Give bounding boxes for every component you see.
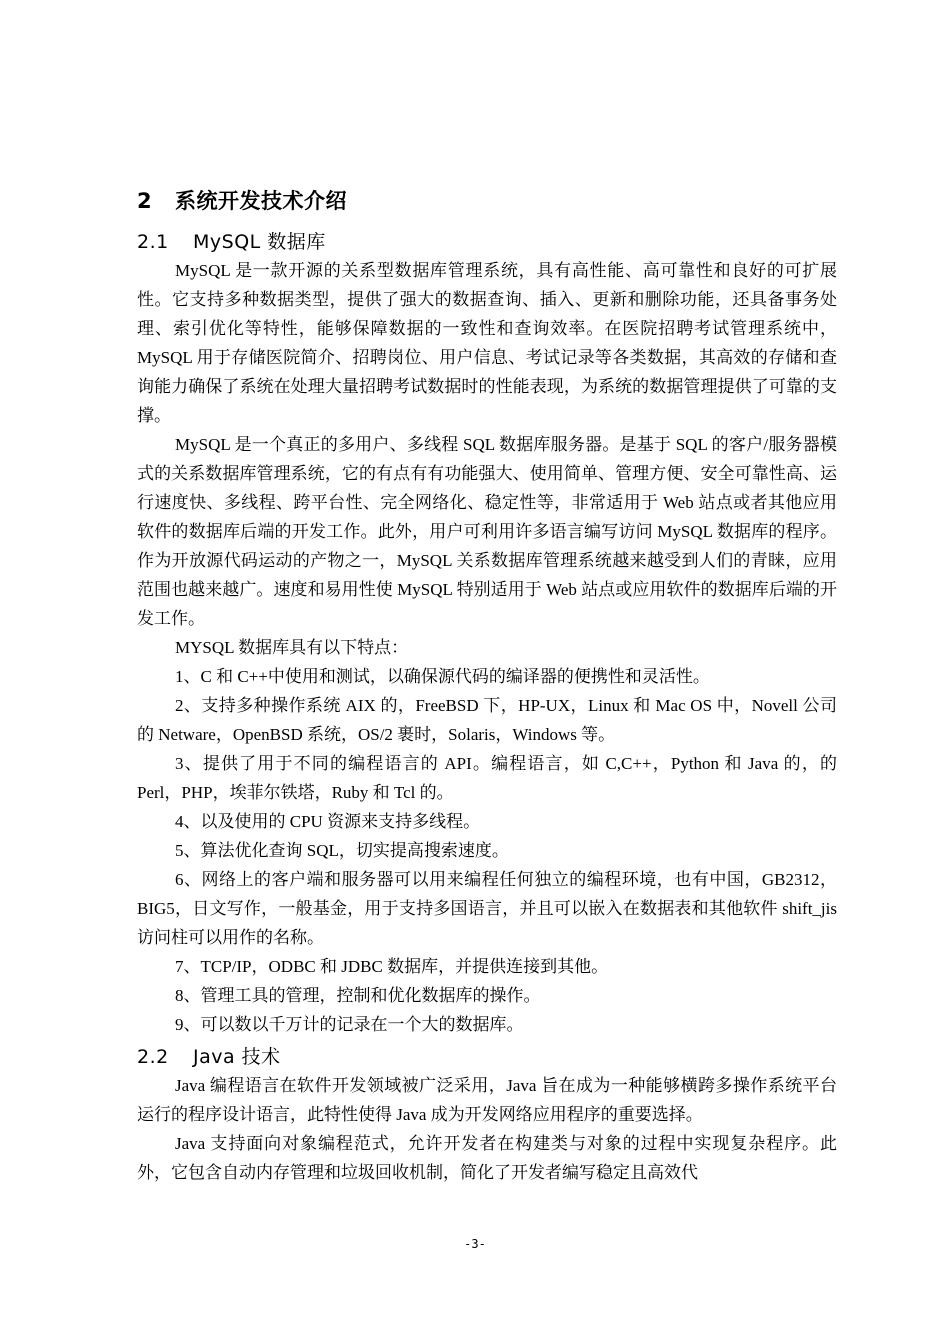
chapter-title: 系统开发技术介绍	[175, 189, 347, 213]
list-item: 1、C 和 C++中使用和测试，以确保源代码的编译器的便携性和灵活性。	[175, 667, 710, 686]
paragraph: MYSQL 数据库具有以下特点：	[175, 638, 409, 657]
list-item: 9、可以数以千万计的记录在一个大的数据库。	[175, 1015, 524, 1034]
section-title: Java 技术	[193, 1046, 281, 1068]
paragraph: Java 编程语言在软件开发领域被广泛采用，Java 旨在成为一种能够横跨多操作系统平台运行的程序设计语言，此特性使得 Java 成为开发网络应用程序的重要选择。	[137, 1076, 837, 1124]
section-number: 2.2	[137, 1046, 169, 1068]
page-number: -3-	[464, 1237, 486, 1251]
list-item: 4、以及使用的 CPU 资源来支持多线程。	[175, 812, 481, 831]
section-heading-mysql	[137, 228, 837, 256]
list-item: 7、TCP/IP，ODBC 和 JDBC 数据库，并提供连接到其他。	[175, 957, 609, 976]
section-number: 2.1	[137, 231, 169, 253]
chapter-heading	[137, 186, 837, 216]
chapter-number: 2	[137, 189, 153, 213]
list-item: 6、网络上的客户端和服务器可以用来编程任何独立的编程环境，也有中国，GB2312，BIG5，日文写作，一般基金，用于支持多国语言，并且可以嵌入在数据表和其他软件 shift_jis 访问柱可以用作的名称。	[137, 870, 837, 947]
list-item: 5、算法优化查询 SQL，切实提高搜索速度。	[175, 841, 509, 860]
section-heading-java	[137, 1043, 837, 1071]
page-content	[137, 186, 837, 1187]
paragraph: MySQL 是一个真正的多用户、多线程 SQL 数据库服务器。是基于 SQL 的客户/服务器模式的关系数据库管理系统，它的有点有有功能强大、使用简单、管理方便、安全可靠性高、运行速度快、多线程、跨平台性、完全网络化、稳定性等，非常适用于 Web 站点或者其他应用软件的数据库后端的开发工作。此外，用户可利用许多语言编写访问 MySQL 数据库的程序。作为开放源代码运动的产物之一，MySQL 关系数据库管理系统越来越受到人们的青睐，应用范围也越来越广。速度和易用性使 MySQL 特别适用于 Web 站点或应用软件的数据库后端的开发工作。	[137, 435, 837, 628]
list-item: 2、支持多种操作系统 AIX 的，FreeBSD 下，HP-UX，Linux 和 Mac OS 中，Novell 公司的 Netware，OpenBSD 系统，OS/2 裹时，Solaris，Windows 等。	[137, 696, 837, 744]
list-item: 3、提供了用于不同的编程语言的 API。编程语言，如 C,C++，Python 和 Java 的，的 Perl，PHP，埃菲尔铁塔，Ruby 和 Tcl 的。	[137, 754, 837, 802]
list-item: 8、管理工具的管理，控制和优化数据库的操作。	[175, 986, 541, 1005]
section-title: MySQL 数据库	[193, 231, 326, 253]
paragraph: Java 支持面向对象编程范式，允许开发者在构建类与对象的过程中实现复杂程序。此外，它包含自动内存管理和垃圾回收机制，简化了开发者编写稳定且高效代	[137, 1134, 837, 1182]
paragraph: MySQL 是一款开源的关系型数据库管理系统，具有高性能、高可靠性和良好的可扩展性。它支持多种数据类型，提供了强大的数据查询、插入、更新和删除功能，还具备事务处理、索引优化等特性，能够保障数据的一致性和查询效率。在医院招聘考试管理系统中，MySQL 用于存储医院简介、招聘岗位、用户信息、考试记录等各类数据，其高效的存储和查询能力确保了系统在处理大量招聘考试数据时的性能表现，为系统的数据管理提供了可靠的支撑。	[137, 261, 837, 425]
